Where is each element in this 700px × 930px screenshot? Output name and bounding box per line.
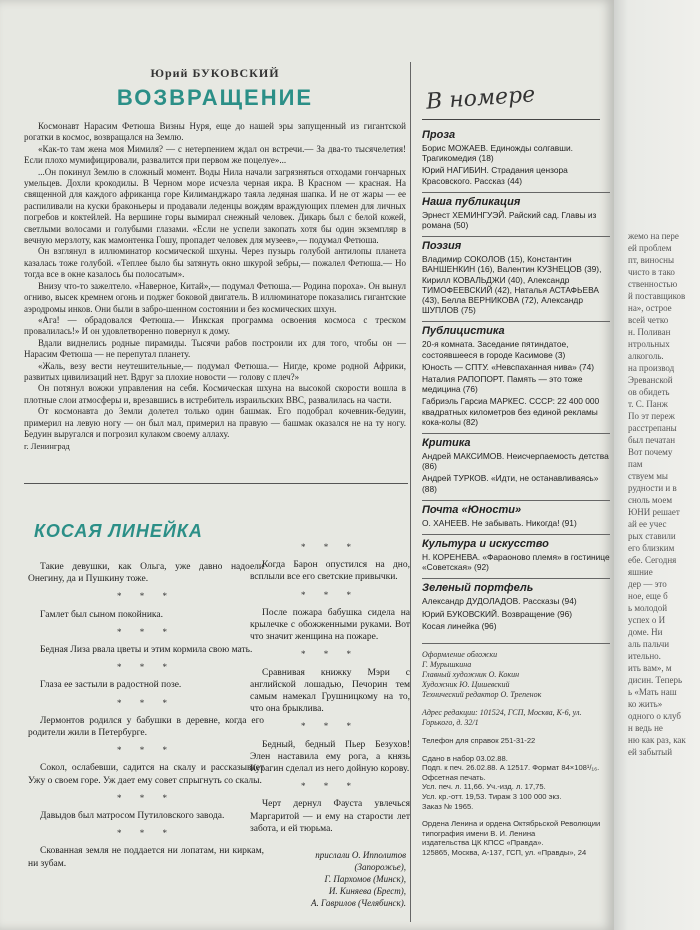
toc-entry: Борис МОЖАЕВ. Единожды солгавши. Трагикомедия (18) xyxy=(422,143,573,164)
toc-entry: Эрнест ХЕМИНГУЭЙ. Райский сад. Главы из романа (50) xyxy=(422,209,597,231)
next-page-line: ь молодой xyxy=(628,603,668,613)
next-page-line: ное, еще б xyxy=(628,591,668,601)
next-page-line: на производ xyxy=(628,363,675,373)
story-paragraph: Внизу что-то зажелтело. «Наверное, Китай»,— подумал Фетюша.— Родина пороха». Он вынул огниво, высек кремнем огонь и поджег боковой двигатель. В иллюминаторе показались гигантские аэродромы инков. Они были в забро-шенном состоянии и без космических шхун. xyxy=(24,280,406,314)
print-line: Сдано в набор 03.02.88. xyxy=(422,753,508,763)
story-paragraph: «Как-то там жена моя Мимиля? — с нетерпением ждал он встречи.— За два-то тысячелетия! Если плохо мумифицировали, развалится при первом же поцелуе»... xyxy=(24,143,406,166)
joke-text: Бедная Лиза рвала цветы и этим кормила свою мать. xyxy=(40,645,253,656)
next-page-line: жемо на пере xyxy=(628,231,679,241)
stars-separator: * * * xyxy=(301,589,359,600)
stars-separator: * * * xyxy=(117,792,175,803)
credit-line: прислали О. Ипполитов xyxy=(315,850,406,861)
joke-item xyxy=(28,609,264,621)
next-page-line: рых ставили xyxy=(628,531,676,541)
next-page-line: одного о клуб xyxy=(628,711,681,721)
toc-entry: Н. КОРЕНЕВА. «Фараоново племя» в гостинице «Советская» (92) xyxy=(422,552,610,573)
story-paragraph: Вдали виднелись родные пирамиды. Тысячи рабов построили их для того, чтобы он — Нарасим Фетюша — не перепутал планету. xyxy=(24,337,406,360)
next-page-line: алкоголь. xyxy=(628,351,664,361)
next-page-line: Эреванской xyxy=(628,375,673,385)
print-line: Подп. к печ. 26.02.88. А 12517. Формат 84×108¹/₁₆. xyxy=(422,763,600,773)
story-paragraph: От космонавта до Земли долетел только один башмак. Его подобрал кочевник-бедуин, примерил на левую ногу — он был мал, примерил на правую — башмак оказался не на ту ногу. Бедуин выругался и погрозил кулаком своему аллаху. xyxy=(24,406,406,439)
printer-line: 125865, Москва, А-137, ГСП, ул. «Правды», 24 xyxy=(422,848,587,858)
next-page-line: ей проблем xyxy=(628,243,672,253)
toc-entry: О. ХАНЕЕВ. Не забывать. Никогда! (91) xyxy=(422,517,577,528)
joke-text: Сокол, ослабевши, садится на скалу и рассказывает Ужу о своем горе. Уж дает ему совет спрыгнуть со скалы. xyxy=(28,763,264,786)
credit-line: А. Гаврилов (Челябинск). xyxy=(310,898,406,909)
joke-text: Лермонтов родился у бабушки в деревне, когда его родители жили в Петербурге. xyxy=(28,715,264,739)
stars-separator: * * * xyxy=(117,828,175,839)
staff-line: Г. Мурышкина xyxy=(422,660,472,670)
print-line: Усл. кр.-отт. 19,53. Тираж 3 100 000 экз. xyxy=(422,792,562,802)
toc-section xyxy=(422,534,610,572)
next-page-line: дисин. Теперь xyxy=(628,675,683,685)
joke-text: Такие девушки, как Ольга, уже давно надоели Онегину, да и Пушкину тоже. xyxy=(28,562,264,585)
next-page-line: ай ее учес xyxy=(628,519,667,529)
joke-item xyxy=(28,644,264,656)
toc-entry: Александр ДУДОЛАДОВ. Рассказы (94) xyxy=(422,596,577,607)
next-page-line: т. С. Панж xyxy=(628,399,668,409)
next-page-line: ов обидеть xyxy=(628,387,670,397)
toc-title: В номере xyxy=(425,82,537,115)
joke-text: Черт дернул Фауста увлечься Маргаритой — и ему на старости лет забота, и ей тюрьма. xyxy=(250,799,410,834)
next-page-line: нтрольных xyxy=(628,339,670,349)
table-of-contents xyxy=(422,82,610,858)
toc-section-heading: Поэзия xyxy=(422,236,610,252)
next-page-line: расстрепаны xyxy=(628,423,677,433)
next-page-line: всей четко xyxy=(628,315,669,325)
joke-item xyxy=(28,679,264,691)
print-line: Усл. печ. л. 11,66. Уч.-изд. л. 17,75. xyxy=(422,782,546,792)
staff-line: Главный художник О. Кокин xyxy=(422,670,520,680)
column-divider xyxy=(410,62,411,922)
printer-line: типография имени В. И. Ленина xyxy=(422,828,536,838)
toc-header xyxy=(422,82,600,120)
joke-item xyxy=(250,559,410,583)
next-page-line: рудности и в xyxy=(628,483,677,493)
next-page-line: на», острое xyxy=(628,303,672,313)
toc-entry: Юность — СПТУ. «Невспаханная нива» (74) xyxy=(422,361,595,372)
toc-entry: Косая линейка (96) xyxy=(422,620,497,631)
next-page-line: дер — это xyxy=(628,579,667,589)
section-divider xyxy=(24,483,408,484)
story-paragraph: «Жаль, везу вести неутешительные,— подумал Фетюша.— Нигде, кроме родной Африки, развитых цивилизаций нет. Вдруг за плохие новости — голову с плеч?» xyxy=(24,360,406,382)
next-page-line: ить вам», м xyxy=(628,663,672,673)
print-line: Офсетная печать. xyxy=(422,772,486,782)
joke-text: Скованная земля не поддается ни лопатам, ни киркам, ни зубам. xyxy=(28,846,264,869)
next-page-line: ЮНИ решает xyxy=(628,507,680,517)
toc-section-heading: Почта «Юности» xyxy=(422,500,610,516)
joke-item xyxy=(28,561,264,585)
toc-section xyxy=(422,126,610,186)
next-page-line: Вот почему xyxy=(628,447,673,457)
toc-section xyxy=(422,321,610,427)
next-page-line: По эт переж xyxy=(628,411,675,421)
story-paragraph: «Ага! — обрадовался Фетюша.— Инкская программа освоения космоса с треском провалилась!» И он удовлетворенно повернул к дому. xyxy=(24,314,406,337)
joke-item xyxy=(28,762,264,786)
next-page-edge xyxy=(610,0,700,930)
stars-separator: * * * xyxy=(117,591,175,602)
next-page-line: яшние xyxy=(628,567,653,577)
joke-text: После пожара бабушка сидела на крылечке с обожженными руками. Вот что значит женщина на пожаре. xyxy=(250,607,410,643)
story-author: Юрий БУКОВСКИЙ xyxy=(150,66,280,80)
kosaya-title: КОСАЯ ЛИНЕЙКА xyxy=(34,521,203,541)
staff-list xyxy=(422,643,610,728)
joke-item xyxy=(250,798,410,835)
story-text xyxy=(24,121,406,453)
next-page-line: сноль моем xyxy=(628,495,673,505)
next-page-line: ственностью xyxy=(628,279,678,289)
stars-separator: * * * xyxy=(117,697,175,708)
next-page-line: пам xyxy=(628,459,643,469)
joke-item xyxy=(28,810,264,822)
story-place: г. Ленинград xyxy=(24,441,70,452)
toc-entry: 20-я комната. Заседание пятиндатое, состоявшееся в городе Касимове (3) xyxy=(422,339,569,360)
phone-line: Телефон для справок 251-31-22 xyxy=(422,736,536,746)
credit-line: (Запорожье), xyxy=(354,862,406,873)
toc-section-heading: Публицистика xyxy=(422,321,610,337)
staff-line: Художник Ю. Цишевский xyxy=(422,680,510,690)
stars-separator: * * * xyxy=(117,626,175,637)
staff-line: Технический редактор О. Трепенок xyxy=(422,690,542,700)
next-page-line: ей забытый xyxy=(628,747,673,757)
story-paragraph: Он взглянул в иллюминатор космической шхуны. Через пузырь голубой антилопы планета казалась тоже голубой. «Теплее было бы затянуть окно шкурой зебры,— пожалел Фетюша.— Но тогда все в окне казалось бы полосатым». xyxy=(24,246,406,280)
next-page-line: доме. Ни xyxy=(628,627,663,637)
joke-text: Глаза ее застыли в радостной позе. xyxy=(40,680,182,691)
next-page-line: пт, виносны xyxy=(628,255,675,265)
toc-entry: Владимир СОКОЛОВ (15), Константин ВАНШЕНКИН (16), Валентин КУЗНЕЦОВ (39), Кирилл КОВАЛЬДЖИ (40), Александр ТИМОФЕЕВСКИЙ (42), Наталья АСТАФЬЕВА (43), Белла ВЕРНИКОВА (72), Александр ШУПЛОВ (75) xyxy=(422,254,602,316)
toc-section-heading: Проза xyxy=(422,129,456,141)
toc-section xyxy=(422,192,610,230)
story-paragraph: Он потянул вожжи управления на себя. Космическая шхуна на высокой скорости вошла в плотные слои атмосферы и, врезавшись в истребитель израильских ВВС, развалилась на части. xyxy=(24,383,406,405)
credits xyxy=(250,849,410,909)
next-page-line: чисто в тако xyxy=(628,267,675,277)
toc-entry: Юрий БУКОВСКИЙ. Возвращение (96) xyxy=(422,608,573,619)
print-info xyxy=(422,754,610,812)
next-page-line: ебе. Сегодня xyxy=(628,555,677,565)
jokes-right-column xyxy=(250,536,410,909)
credit-line: Г. Пархомов (Минск), xyxy=(324,874,406,885)
stars-separator: * * * xyxy=(301,721,359,732)
stars-separator: * * * xyxy=(301,542,359,552)
next-page-line: ко жить» xyxy=(628,699,663,709)
toc-section-heading: Зеленый портфель xyxy=(422,578,610,594)
next-page-line: й поставщиков xyxy=(628,291,686,301)
joke-item xyxy=(250,667,410,716)
toc-section-heading: Культура и искусство xyxy=(422,534,610,550)
joke-text: Давыдов был матросом Путиловского завода. xyxy=(40,811,225,822)
printer-info xyxy=(422,819,610,857)
story-paragraph: Космонавт Нарасим Фетюша Визны Нуря, еще до нашей эры запущенный из гигантской рогатки в космос, возвращался на Землю. xyxy=(24,121,406,143)
next-page-line: ню как раз, как xyxy=(628,735,686,745)
editorial-address: Адрес редакции: 101524, ГСП, Москва, К-6, ул. Горького, д. 32/1 xyxy=(422,708,582,728)
next-page-line: был печатан xyxy=(628,435,676,445)
story-title: ВОЗВРАЩЕНИЕ xyxy=(116,85,314,110)
next-page-line: ь «Мать наш xyxy=(628,687,677,697)
toc-section xyxy=(422,236,610,315)
joke-text: Когда Барон опустился на дно, всплыли все его светские привычки. xyxy=(250,560,410,583)
next-page-line: его близким xyxy=(628,543,675,553)
jokes-left-column xyxy=(28,561,264,870)
next-page-text-column xyxy=(628,230,700,758)
joke-item xyxy=(28,715,264,739)
joke-item xyxy=(250,607,410,644)
toc-section-heading: Критика xyxy=(422,433,610,449)
toc-entry: Андрей МАКСИМОВ. Неисчерпаемость детства (86) xyxy=(422,451,609,472)
next-page-line: успех о И xyxy=(628,615,666,625)
stars-separator: * * * xyxy=(301,781,359,792)
next-page-line: аль пальчи xyxy=(628,639,670,649)
joke-text: Бедный, бедный Пьер Безухов! Элен наставила ему рога, а князь Курагин сделал из него дойную корову. xyxy=(250,739,410,775)
next-page-line: н. Поливан xyxy=(628,327,671,337)
joke-item xyxy=(250,739,410,776)
stars-separator: * * * xyxy=(117,662,175,673)
next-page-line: ствуем мы xyxy=(628,471,668,481)
toc-section xyxy=(422,500,610,528)
printer-line: издательства ЦК КПСС «Правда». xyxy=(422,838,544,848)
staff-line: Оформление обложки xyxy=(422,650,498,660)
toc-section xyxy=(422,578,610,631)
toc-section xyxy=(422,433,610,494)
toc-sections xyxy=(422,126,610,631)
toc-section-heading: Наша публикация xyxy=(422,192,610,208)
next-page-line: ительно. xyxy=(628,651,661,661)
credit-line: И. Киняева (Брест), xyxy=(328,886,406,897)
printer-line: Ордена Ленина и ордена Октябрьской Революции xyxy=(422,819,601,829)
toc-entry: Юрий НАГИБИН. Страдания цензора Красовского. Рассказ (44) xyxy=(422,165,568,186)
toc-entry: Габриэль Гарсиа МАРКЕС. СССР: 22 400 000 квадратных километров без единой рекламы кока-колы (82) xyxy=(422,396,600,427)
joke-text: Сравнивая книжку Мэри с английской лошадью, Печорин тем самым намекал Грушницкому на то, что она брыклива. xyxy=(250,667,410,715)
stars-separator: * * * xyxy=(301,649,359,660)
joke-item xyxy=(28,845,264,869)
story-paragraph: ...Он покинул Землю в сложный момент. Воды Нила начали загрязняться отходами гончарных умельцев. Дохли крокодилы. В Черном море исчезла черная икра. В Красном — красная. На священной для каждого африканца горе Килиманджаро таяла ледяная шапка. И не от жары — ее распиливали на куски браконьеры и продавали леденцы вождям враждующих племен для личных погребов и коктейлей. На вершине горы вымирал снежный человек. Дикарь был с белой кожей, светлыми волосами и голубыми глазами. «Если не успели закопать хотя бы один экземпляр в вечную мерзлоту, как мамонтенка Гошу, пропадет человек для музеев»,— подумал Фетюша. xyxy=(24,166,406,246)
stars-separator: * * * xyxy=(117,745,175,756)
joke-text: Гамлет был сыном покойника. xyxy=(40,609,163,620)
toc-entry: Наталия РАПОПОРТ. Память — это тоже медицина (76) xyxy=(422,374,583,395)
print-line: Заказ № 1965. xyxy=(422,801,474,811)
next-page-line: н ведь не xyxy=(628,723,663,733)
story-block xyxy=(24,66,406,453)
toc-entry: Андрей ТУРКОВ. «Идти, не останавливаясь» (88) xyxy=(422,473,599,494)
